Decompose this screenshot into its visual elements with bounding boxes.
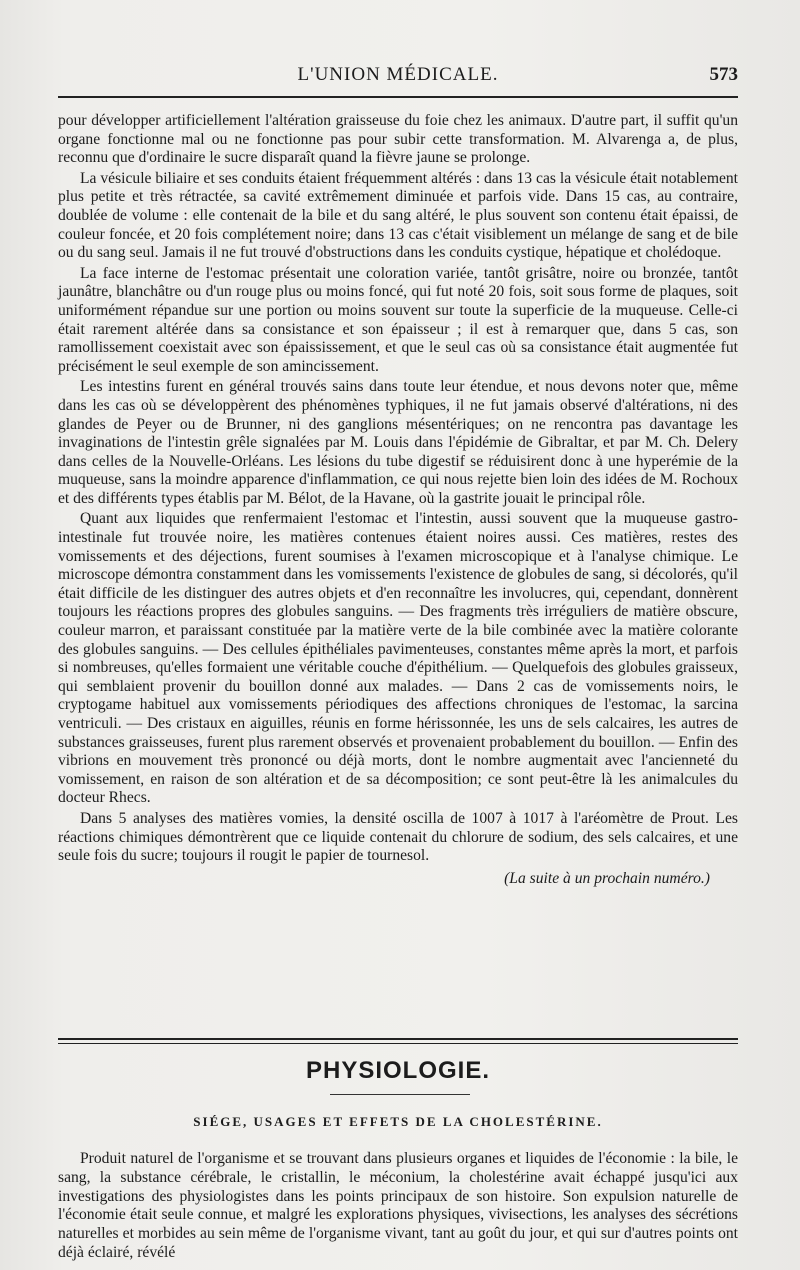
article-title: SIÉGE, USAGES ET EFFETS DE LA CHOLESTÉRINE. — [193, 1114, 603, 1129]
article-body — [58, 112, 738, 888]
paragraph: La face interne de l'estomac présentait une coloration variée, tantôt grisâtre, noire ou bronzée, tantôt jaunâtre, blanchâtre ou d'un rouge plus ou moins foncé, qui fut noté 20 fois, soit sous forme de plaques, soit uniformément répandue sur une portion ou moins souvent sur toute la superficie de la muqueuse. Celle-ci était rarement altérée dans sa consistance et son épaisseur ; il est à remarquer que, dans 5 cas, son ramollissement coexistait avec son épaississement, et que le seul cas où sa consistance était augmentée fut précisément le seul exemple de son amincissement. — [58, 264, 738, 375]
section-title: PHYSIOLOGIE. — [305, 1057, 491, 1084]
section-body — [58, 1150, 738, 1263]
section-underline — [330, 1094, 470, 1095]
paragraph: Les intestins furent en général trouvés sains dans toute leur étendue, et nous devons noter que, même dans les cas où se développèrent des phénomènes typhiques, il ne fut jamais observé d'altérations, ni des glandes de Peyer ou de Brunner, ni des ganglions mésentériques; on ne rencontra pas davantage les invaginations de l'intestin grêle signalées par M. Louis dans l'épidémie de Gibraltar, et par M. Ch. Delery dans celles de la Nouvelle-Orléans. Les lésions du tube digestif se réduisirent donc à une hyperémie de la muqueuse, sans la moindre apparence d'inflammation, ce qui nous rejette bien loin des idées de M. Rochoux et des différents types établis par M. Bélot, de la Havane, où la gastrite jouait le principal rôle. — [58, 378, 738, 507]
continuation-note: (La suite à un prochain numéro.) — [504, 869, 710, 887]
paragraph: La vésicule biliaire et ses conduits étaient fréquemment altérés : dans 13 cas la vésicule était notablement plus petite et très rétractée, sa cavité extrêmement diminuée et parfois vide. Dans 15 cas, au contraire, doublée de volume : elle contenait de la bile et du sang altéré, le plus souvent son contenu était épaissi, de couleur foncée, et 20 fois complétement noire; dans 13 cas c'était visiblement un mélange de sang et de bile ou du sang seul. Jamais il ne fut trouvé d'obstructions dans les conduits cystique, hépatique et cholédoque. — [58, 169, 738, 262]
section-rule-top — [58, 1038, 738, 1040]
paragraph: Produit naturel de l'organisme et se trouvant dans plusieurs organes et liquides de l'économie : la bile, le sang, la substance cérébrale, le cristallin, le méconium, la cholestérine avait échappé jusqu'ici aux investigations des physiologistes dans les points principaux de son histoire. Son expulsion naturelle de l'économie était seule connue, et malgré les explorations physiques, vivisections, les analyses des sécrétions naturelles et morbides au sein même de l'organisme vivant, tant au goût du jour, et qui sur d'autres points ont déjà éclairé, révélé — [58, 1150, 738, 1261]
section-rule-bottom — [58, 1043, 738, 1044]
paragraph: Dans 5 analyses des matières vomies, la densité oscilla de 1007 à 1017 à l'aréomètre de Prout. Les réactions chimiques démontrèrent que ce liquide contenait du chlorure de sodium, des sels calcaires, et une seule fois du sucre; toujours il rougit le papier de tournesol. — [58, 809, 738, 865]
running-header — [58, 64, 738, 94]
header-rule — [58, 96, 738, 98]
page-number: 573 — [709, 64, 738, 85]
paragraph: pour développer artificiellement l'altération graisseuse du foie chez les animaux. D'autre part, il suffit qu'un organe fonctionne mal ou ne fonctionne pas pour subir cette transformation. M. Alvarenga a, de plus, reconnu que d'ordinaire le sucre disparaît quand la fièvre jaune se prolonge. — [58, 112, 738, 167]
paragraph: Quant aux liquides que renfermaient l'estomac et l'intestin, aussi souvent que la muqueuse gastro-intestinale fut trouvée noire, les matières contenues étaient noires aussi. Ces matières, restes des vomissements et des déjections, furent soumises à l'examen microscopique et à l'analyse chimique. Le microscope démontra constamment dans les vomissements l'existence de globules de sang, si décolorés, qu'il était difficile de les distinguer des autres objets et d'en reconnaître les involucres, qui, cependant, donnèrent toujours les réactions propres des globules sanguins. — Des fragments très irréguliers de matière obscure, couleur marron, et paraissant constituée par la matière verte de la bile combinée avec la matière colorante des globules sanguins. — Des cellules épithéliales pavimenteuses, constantes même après la mort, et parfois si nombreuses, qu'elles formaient une véritable couche d'épithélium. — Quelquefois des globules graisseux, qui semblaient provenir du bouillon donné aux malades. — Dans 2 cas de vomissements noirs, le cryptogame habituel aux vomissements périodiques des affections chroniques de l'estomac, la sarcina ventriculi. — Des cristaux en aiguilles, réunis en forme hérissonnée, les uns de sels calcaires, les autres de substances graisseuses, furent plus rarement observés et provenaient probablement du bouillon. — Enfin des vibrions en mouvement très prononcé ou déjà morts, dont le nombre augmentait avec l'ancienneté du vomissement, en raison de son altération et de sa décomposition; ce sont peut-être là les animalcules du docteur Rhecs. — [58, 510, 738, 807]
journal-title: L'UNION MÉDICALE. — [297, 64, 499, 85]
